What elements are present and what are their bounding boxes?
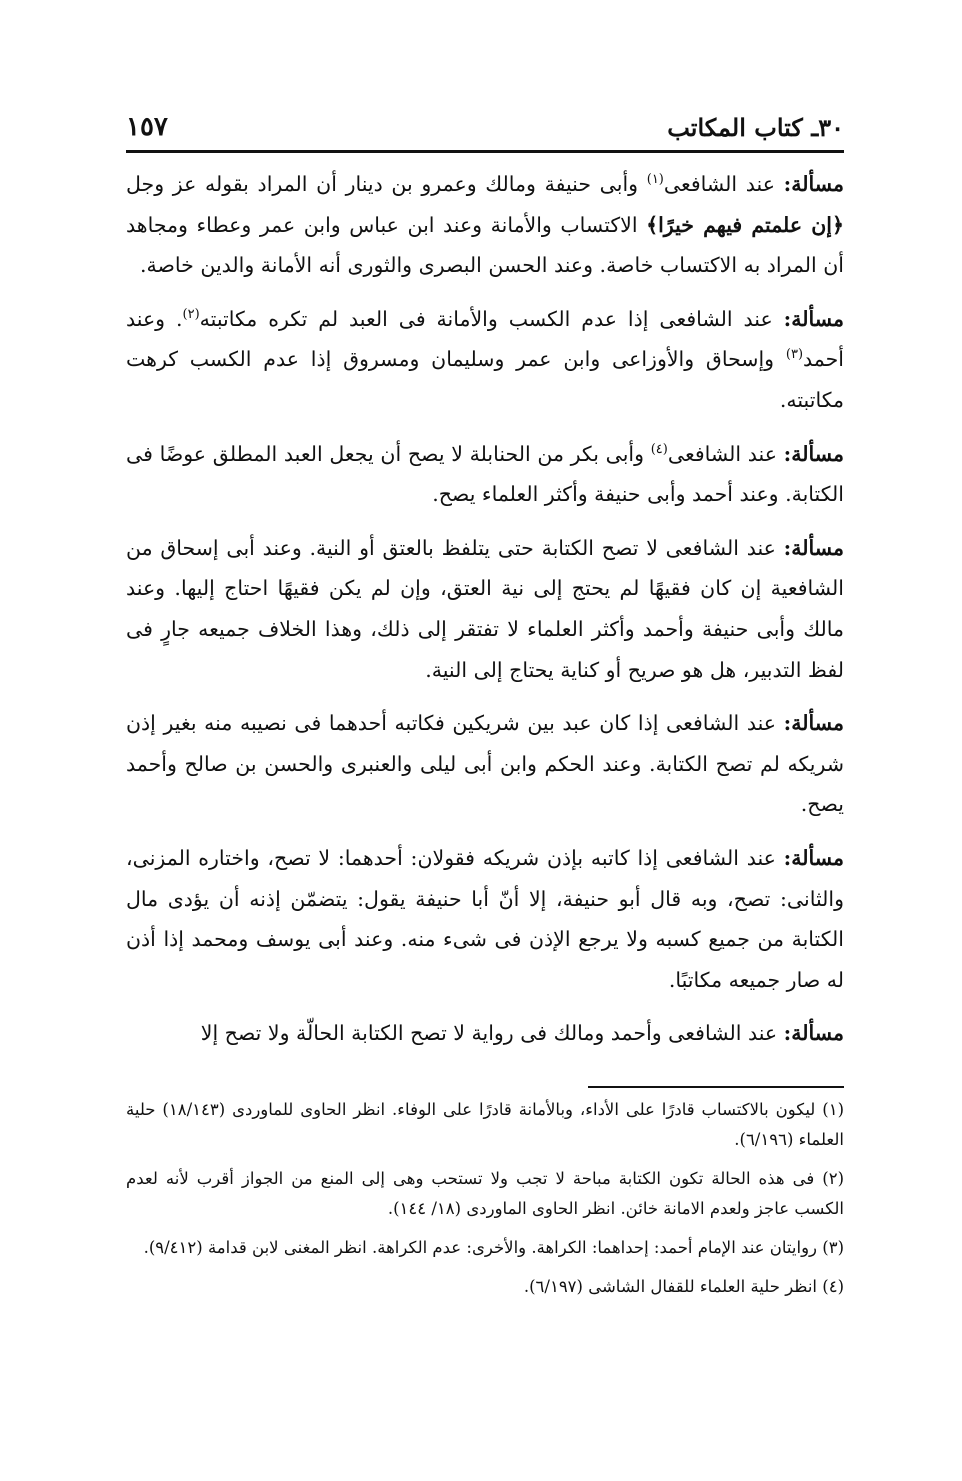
header-rule xyxy=(126,150,844,153)
footnote: (٤) انظر حلية العلماء للقفال الشاشى (٦/١٩٧). xyxy=(523,1277,844,1296)
paragraph-text: عند الشافعى إذا عدم الكسب والأمانة فى العبد لم تكره مكاتبته xyxy=(199,306,773,331)
footnotes xyxy=(126,1095,844,1311)
paragraph-text: وإسحاق والأوزاعى وابن عمر وسليمان ومسروق إذا عدم الكسب كرهت مكاتبته. xyxy=(126,347,844,412)
paragraph-text: عند الشافعى لا تصح الكتابة حتى يتلفظ بالعتق أو النية. وعند أبى إسحاق من الشافعية إن كان فقيهًا لم يحتج إلى نية العتق، وإن لم يكن فقيهًا احتاج إليها. وعند مالك وأبى حنيفة وأحمد وأكثر العلماء لا تفتقر إلى ذلك، وهذا الخلاف جميعه جارٍ فى لفظ التدبير، هل هو صريح أو كناية يحتاج إلى النية. xyxy=(126,535,844,682)
paragraph-text: عند الشافعى xyxy=(667,441,777,466)
main-text xyxy=(126,164,844,1054)
issue-paragraph xyxy=(126,528,844,690)
issue-paragraph xyxy=(126,434,844,515)
paragraph-text: . وعند أحمد xyxy=(126,306,844,372)
issue-paragraph xyxy=(126,703,844,825)
footnote: (١) ليكون بالاكتساب قادرًا على الأداء، وبالأمانة قادرًا على الوفاء. انظر الحاوى للماوردى (١٨/١٤٣) حلية العلماء (٦/١٩٦). xyxy=(126,1100,844,1149)
issue-keyword: مسألة: xyxy=(783,441,844,466)
issue-paragraph xyxy=(126,1013,844,1054)
issue-keyword: مسألة: xyxy=(783,845,844,870)
footnote: (٣) روايتان عند الإمام أحمد: إحداهما: الكراهة. والأخرى: عدم الكراهة. انظر المغنى لابن قدامة (٩/٤١٢). xyxy=(143,1238,844,1257)
issue-paragraph xyxy=(126,838,844,1000)
issue-keyword: مسألة: xyxy=(783,1021,844,1046)
issue-keyword: مسألة: xyxy=(783,711,844,736)
paragraph-text: وأبى بكر من الحنابلة لا يصح أن يجعل العبد المطلق عوضًا فى الكتابة. وعند أحمد وأبى حنيفة وأكثر العلماء يصح. xyxy=(126,441,844,507)
running-header xyxy=(126,112,844,142)
footnote-separator xyxy=(588,1086,844,1088)
chapter-title: ٣٠ـ كتاب المكاتب xyxy=(667,113,844,142)
issue-paragraph xyxy=(126,299,844,421)
page-number: ١٥٧ xyxy=(126,112,168,142)
footnote-ref: (٤) xyxy=(650,441,668,457)
issue-keyword: مسألة: xyxy=(783,306,844,331)
issue-keyword: مسألة: xyxy=(783,172,844,196)
quran-verse: ﴿إن علمتم فيهم خيرًا﴾ xyxy=(646,212,844,237)
footnote-ref: (٢) xyxy=(182,306,200,322)
paragraph-text: عند الشافعى وأحمد ومالك فى رواية لا تصح الكتابة الحالّة ولا تصح إلا xyxy=(200,1021,778,1046)
issue-paragraph xyxy=(126,164,844,286)
issue-keyword: مسألة: xyxy=(783,535,844,560)
paragraph-text: وأبى حنيفة ومالك وعمرو بن دينار أن المراد بقوله عز وجل xyxy=(126,172,647,196)
footnote-ref: (٣) xyxy=(785,347,804,363)
paragraph-text: عند الشافعى إذا كان عبد بين شريكين فكاتبه أحدهما فى نصيبه منه بغير إذن شريكه لم تصح الكتابة. وعند الحكم وابن أبى ليلى والعنبرى والحسن بن صالح وأحمد يصح. xyxy=(126,711,844,817)
paragraph-text: عند الشافعى xyxy=(663,172,775,196)
footnote-ref: (١) xyxy=(646,172,664,188)
footnote: (٢) فى هذه الحالة تكون الكتابة مباحة لا تجب ولا تستحب وهى إلى المنع من الجواز أقرب لأنه لعدم الكسب عاجز ولعدم الامانة خائن. انظر الحاوى الماوردى (١٨/ ١٤٤). xyxy=(126,1169,844,1218)
paragraph-text: عند الشافعى إذا كاتبه بإذن شريكه فقولان: أحدهما: لا تصح، واختاره المزنى، والثانى: تصح، وبه قال أبو حنيفة، إلا أنّ أبا حنيفة يقول: يتضمّن إذنه أن يؤدى مال الكتابة من جميع كسبه ولا يرجع الإذن فى شىء منه. وعند أبى يوسف ومحمد إذا أذن له صار جميعه مكاتبًا. xyxy=(126,845,844,992)
paragraph-text: الاكتساب والأمانة وعند ابن عباس وابن عمر وعطاء ومجاهد أن المراد به الاكتساب خاصة. وعند الحسن البصرى والثورى أنه الأمانة والدين خاصة. xyxy=(126,212,844,278)
